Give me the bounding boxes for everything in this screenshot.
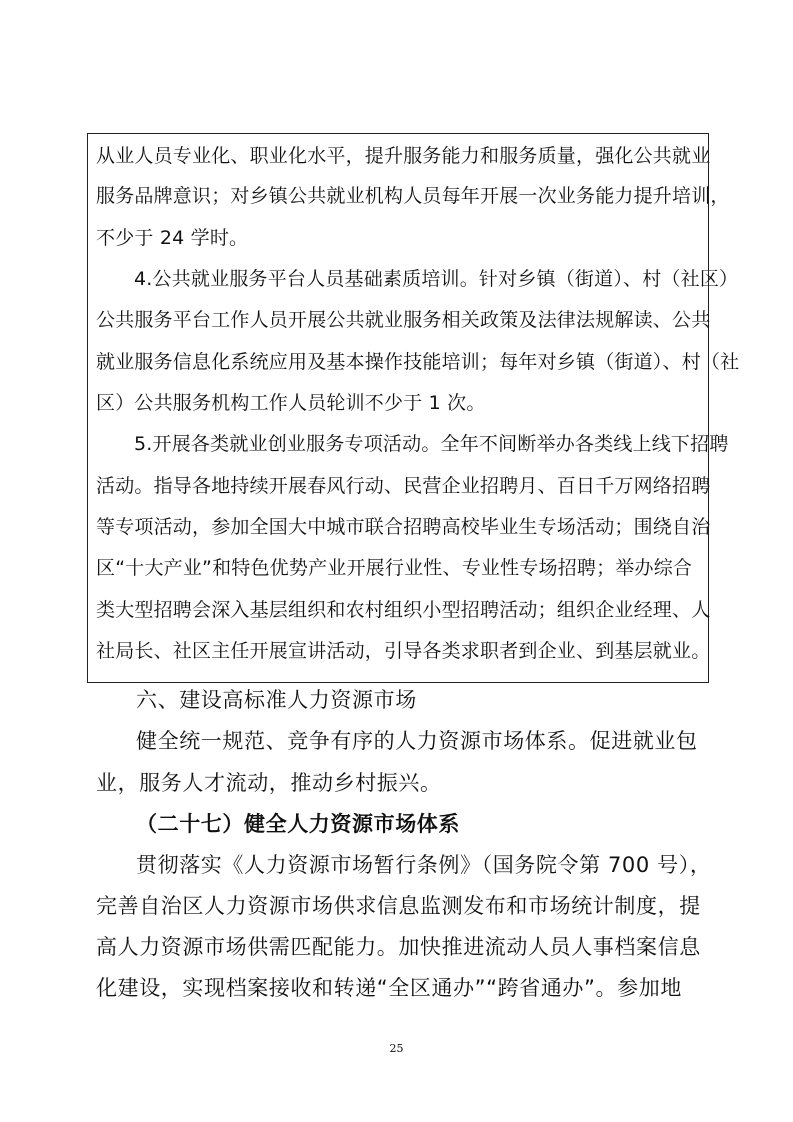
box-line: 公共服务平台工作人员开展公共就业服务相关政策及法律法规解读、公共 (96, 309, 711, 331)
box-line: 5.开展各类就业创业服务专项活动。全年不间断举办各类线上线下招聘 (134, 433, 729, 455)
box-line: 不少于 24 学时。 (96, 227, 249, 249)
box-line: 社局长、社区主任开展宣讲活动，引导各类求职者到企业、到基层就业。 (96, 640, 711, 662)
box-line: 活动。指导各地持续开展春风行动、民营企业招聘月、百日千万网络招聘 (96, 475, 711, 497)
box-line: 就业服务信息化系统应用及基本操作技能培训；每年对乡镇（街道）、村（社 (96, 351, 740, 373)
section-intro-line: 业，服务人才流动，推动乡村振兴。 (96, 771, 442, 795)
box-line: 类大型招聘会深入基层组织和农村组织小型招聘活动；组织企业经理、人 (96, 599, 711, 621)
page-number: 25 (389, 1042, 404, 1055)
subsection-line: 化建设，实现档案接收和转递“全区通办”“跨省通办”。参加地 (96, 976, 682, 1000)
subsection-line: 完善自治区人力资源市场供求信息监测发布和市场统计制度，提 (96, 894, 701, 918)
box-line: 4.公共就业服务平台人员基础素质培训。针对乡镇（街道）、村（社区） (134, 268, 739, 290)
subsection-line: 贯彻落实《人力资源市场暂行条例》（国务院令第 700 号）， (136, 853, 712, 877)
subsection-title: （二十七）健全人力资源市场体系 (136, 812, 460, 836)
box-line: 服务品牌意识；对乡镇公共就业机构人员每年开展一次业务能力提升培训， (96, 185, 730, 207)
section-title: 六、建设高标准人力资源市场 (136, 688, 417, 712)
box-line: 区）公共服务机构工作人员轮训不少于 1 次。 (96, 392, 486, 414)
box-line: 从业人员专业化、职业化水平，提升服务能力和服务质量，强化公共就业 (96, 145, 711, 167)
section-intro-line: 健全统一规范、竞争有序的人力资源市场体系。促进就业包 (136, 729, 698, 753)
box-line: 等专项活动，参加全国大中城市联合招聘高校毕业生专场活动；围绕自治 (96, 516, 711, 538)
box-line: 区“十大产业”和特色优势产业开展行业性、专业性专场招聘；举办综合 (96, 557, 693, 579)
subsection-line: 高人力资源市场供需匹配能力。加快推进流动人员人事档案信息 (96, 935, 701, 959)
